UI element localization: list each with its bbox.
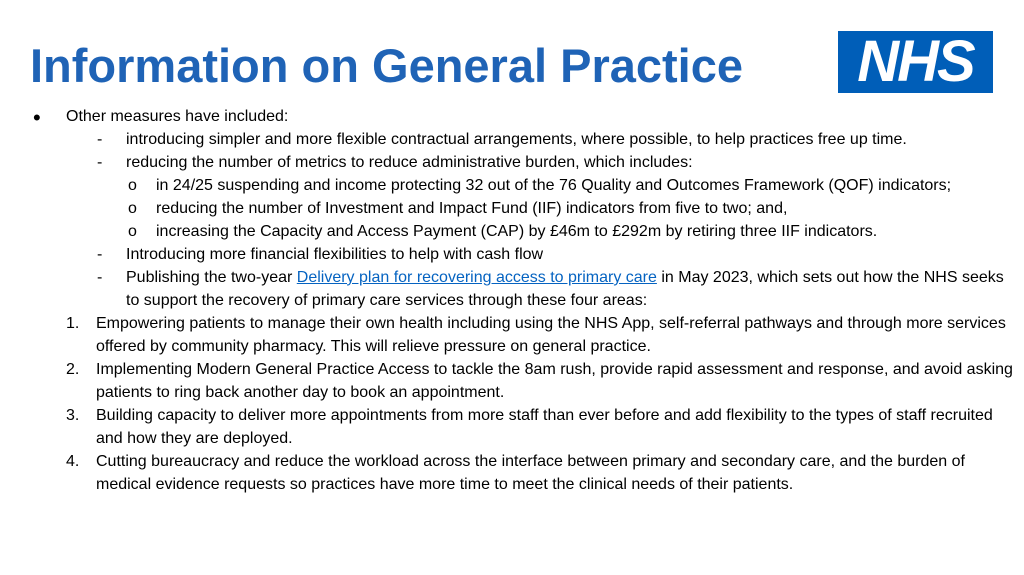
item-number: 1. (66, 315, 80, 332)
numbered-item (0, 404, 1024, 450)
numbered-item-text: Building capacity to deliver more appointments from more staff than ever before and add flexibility to the types of staff recruited and how they are deployed. (96, 407, 993, 447)
text-after-link: in May 2023, which sets out how the NHS seeks to support the recovery of primary care services through these four areas: (126, 269, 1004, 309)
intro-text: Other measures have included: (66, 108, 289, 125)
text-before-link: Publishing the two-year (126, 269, 297, 286)
nhs-logo-text: NHS (857, 29, 974, 94)
intro-bullet (0, 105, 1024, 128)
numbered-item-text: Empowering patients to manage their own health including using the NHS App, self-referral pathways and through more services offered by community pharmacy. This will relieve pressure on general practice. (96, 315, 1006, 355)
dash-marker: - (97, 154, 103, 171)
item-number: 4. (66, 453, 80, 470)
list-item-text: reducing the number of metrics to reduce administrative burden, which includes: (126, 154, 693, 171)
sub-list-item (0, 197, 1024, 220)
circle-marker: o (128, 177, 137, 194)
sub-list-item-text: increasing the Capacity and Access Payment (CAP) by £46m to £292m by retiring three IIF indicators. (156, 223, 878, 240)
dash-marker: - (97, 131, 103, 148)
sub-list-item (0, 220, 1024, 243)
sub-list-item-text: in 24/25 suspending and income protecting 32 out of the 76 Quality and Outcomes Framework (QOF) indicators; (156, 177, 952, 194)
numbered-item-text: Implementing Modern General Practice Access to tackle the 8am rush, provide rapid assessment and response, and avoid asking patients to ring back another day to book an appointment. (96, 361, 1013, 401)
list-item-text: Introducing more financial flexibilities to help with cash flow (126, 246, 544, 263)
dash-marker: - (97, 269, 103, 286)
delivery-plan-link[interactable]: Delivery plan for recovering access to primary care (296, 269, 657, 286)
sub-list-item-text: reducing the number of Investment and Impact Fund (IIF) indicators from five to two; and, (156, 200, 788, 217)
list-item-text: introducing simpler and more flexible contractual arrangements, where possible, to help practices free up time. (126, 131, 907, 148)
circle-marker: o (128, 200, 137, 217)
numbered-item (0, 312, 1024, 358)
item-number: 2. (66, 361, 80, 378)
list-item (0, 128, 1024, 151)
numbered-item-text: Cutting bureaucracy and reduce the workload across the interface between primary and secondary care, and the burden of medical evidence requests so practices have more time to meet the clinical needs of their patients. (96, 453, 965, 493)
dash-marker: - (97, 246, 103, 263)
list-item (0, 243, 1024, 266)
numbered-item (0, 450, 1024, 496)
slide-body (0, 105, 1024, 496)
list-item (0, 266, 1024, 312)
list-item (0, 151, 1024, 174)
nhs-logo (838, 31, 993, 93)
list-item-text (126, 266, 1016, 312)
item-number: 3. (66, 407, 80, 424)
numbered-item (0, 358, 1024, 404)
bullet-marker: • (33, 105, 41, 130)
circle-marker: o (128, 223, 137, 240)
page-title: Information on General Practice (30, 39, 744, 92)
sub-list-item (0, 174, 1024, 197)
